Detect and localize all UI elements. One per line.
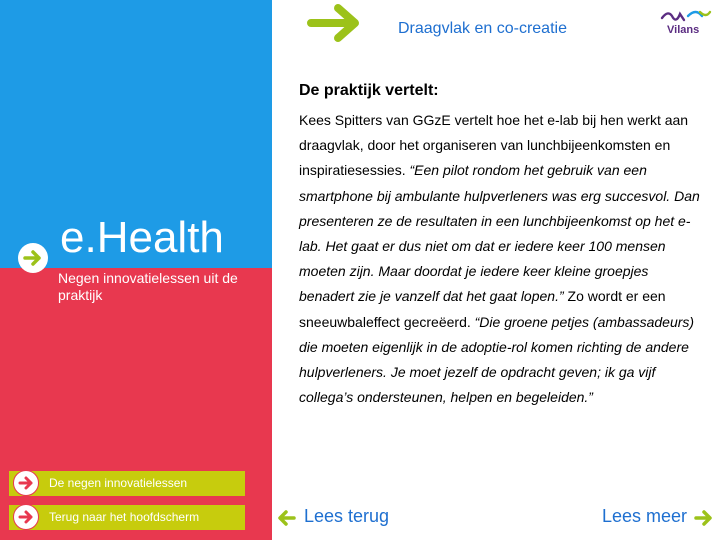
page-subtitle: Negen innovatielessen uit de praktijk xyxy=(58,270,238,303)
arrow-right-icon xyxy=(18,243,48,273)
logo-text: Vilans xyxy=(667,24,700,36)
page-title: e.Health xyxy=(60,213,224,262)
content-body xyxy=(299,108,704,410)
nav-home-button[interactable] xyxy=(9,505,245,530)
quote-text: “Een pilot rondom het gebruik van een smartphone bij ambulante hulpverleners was erg succesvol. Dan presenteren ze de resultaten in een lunchbijeenkomst op het e-lab. Het gaat er dus niet om dat er iedere keer 100 mensen moeten zijn. Maar doordat je iedere keer kleine groepjes benadert zie je vanzelf dat het gaat lopen.” xyxy=(299,162,700,305)
left-panel-red xyxy=(0,268,272,540)
body-text: Zo wordt er een sneeuwbaleffect gecreëerd. xyxy=(299,288,666,330)
lees-terug-button[interactable] xyxy=(272,506,412,530)
header-title: Draagvlak en co-creatie xyxy=(398,20,567,37)
body-text: Kees Spitters van GGzE vertelt hoe het e-lab bij hen werkt aan draagvlak, door het organiseren van lunchbijeenkomsten en inspiratiesessies. xyxy=(299,112,689,179)
arrow-right-icon xyxy=(13,504,39,530)
arrow-right-icon xyxy=(692,508,714,528)
nav-label: Terug naar het hoofdscherm xyxy=(49,510,200,524)
lees-meer-button[interactable] xyxy=(596,506,716,530)
content-heading: De praktijk vertelt: xyxy=(299,82,439,99)
lees-meer-label: Lees meer xyxy=(602,506,688,526)
arrow-right-icon xyxy=(13,470,39,496)
nav-innovation-lessons-button[interactable] xyxy=(9,471,245,496)
quote-text: “Die groene petjes (ambassadeurs) die moeten eigenlijk in de adoptie-rol komen richting de andere hulpverleners. Je moet jezelf de opdracht geven; ik ga vijf collega’s ondersteunen, helpen en begeleiden.” xyxy=(299,313,695,406)
nav-label: De negen innovatielessen xyxy=(49,476,188,490)
header-arrow-icon xyxy=(305,0,365,51)
arrow-left-icon xyxy=(276,508,298,528)
lees-terug-label: Lees terug xyxy=(304,506,390,526)
